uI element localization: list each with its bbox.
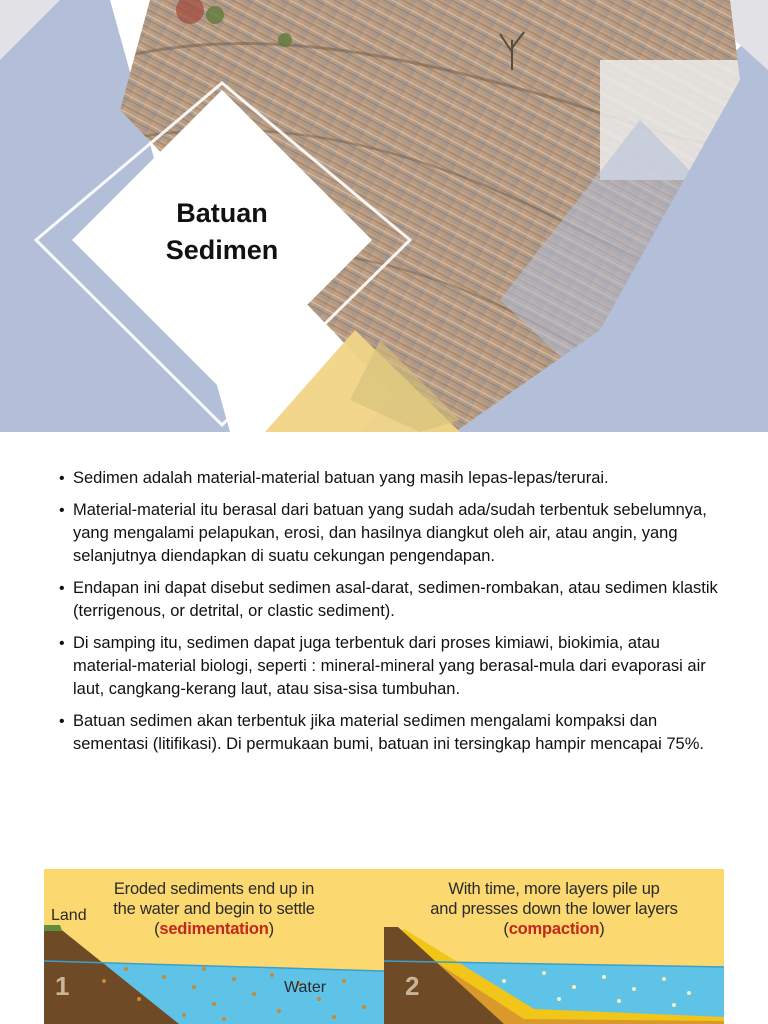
page-title-line-2: Sedimen — [165, 235, 279, 265]
bullet-item — [56, 632, 724, 701]
caption-2-term — [384, 919, 724, 939]
bullet-icon: • — [59, 580, 65, 597]
bullet-text: Material-material itu berasal dari batuan yang sudah ada/sudah terbentuk sebelumnya, yang mengalami pelapukan, erosi, dan hasilnya diangkut oleh air, atau angin, yang selanjutnya diendapkan di suatu cekungan pengendapan. — [73, 501, 707, 565]
bullet-item — [56, 577, 724, 623]
bullet-list-section — [56, 467, 724, 765]
caption-1-term — [44, 919, 384, 939]
label-water: Water — [284, 979, 327, 996]
caption-1-line-1: Eroded sediments end up in — [113, 880, 315, 898]
bullet-list — [56, 467, 724, 756]
caption-2-paren-close: ) — [599, 920, 605, 938]
term-compaction: compaction — [508, 920, 600, 938]
page-title-line-1: Batuan — [176, 198, 268, 228]
step-number-2: 2 — [405, 971, 420, 1001]
page-title — [122, 195, 322, 269]
title-slide — [0, 0, 768, 432]
bullet-icon: • — [59, 713, 65, 730]
label-land: Land — [51, 907, 87, 924]
caption-2-paren-open: ( — [503, 920, 509, 938]
bullet-text: Di samping itu, sedimen dapat juga terbentuk dari proses kimiawi, biokimia, atau material-material biologi, seperti : mineral-mineral yang berasal-mula dari evaporasi air laut, cangkang-kerang laut, atau sisa-sisa tumbuhan. — [73, 634, 706, 698]
bullet-text: Sedimen adalah material-material batuan yang masih lepas-lepas/terurai. — [73, 469, 609, 487]
sedimentation-diagram — [44, 869, 724, 1024]
diagram-panel-sedimentation — [44, 869, 384, 1024]
bullet-text: Endapan ini dapat disebut sedimen asal-darat, sedimen-rombakan, atau sedimen klastik (terrigenous, or detrital, or clastic sediment). — [73, 579, 718, 620]
bullet-icon: • — [59, 635, 65, 652]
step-number-1: 1 — [55, 971, 70, 1001]
caption-1-line-2: the water and begin to settle — [113, 900, 315, 918]
diagram-panel-compaction — [384, 869, 724, 1024]
bullet-icon: • — [59, 470, 65, 487]
bullet-icon: • — [59, 502, 65, 519]
caption-1-paren-close: ) — [268, 920, 274, 938]
bullet-item — [56, 710, 724, 756]
bullet-text: Batuan sedimen akan terbentuk jika material sedimen mengalami kompaksi dan sementasi (litifikasi). Di permukaan bumi, batuan ini tersingkap hampir mencapai 75%. — [73, 712, 704, 753]
bullet-item — [56, 467, 724, 490]
caption-1-paren-open: ( — [154, 920, 160, 938]
term-sedimentation: sedimentation — [159, 920, 269, 938]
caption-2-line-2: and presses down the lower layers — [430, 900, 678, 918]
caption-2-line-1: With time, more layers pile up — [448, 880, 660, 898]
title-slide-graphics — [0, 0, 768, 432]
bullet-item — [56, 499, 724, 568]
